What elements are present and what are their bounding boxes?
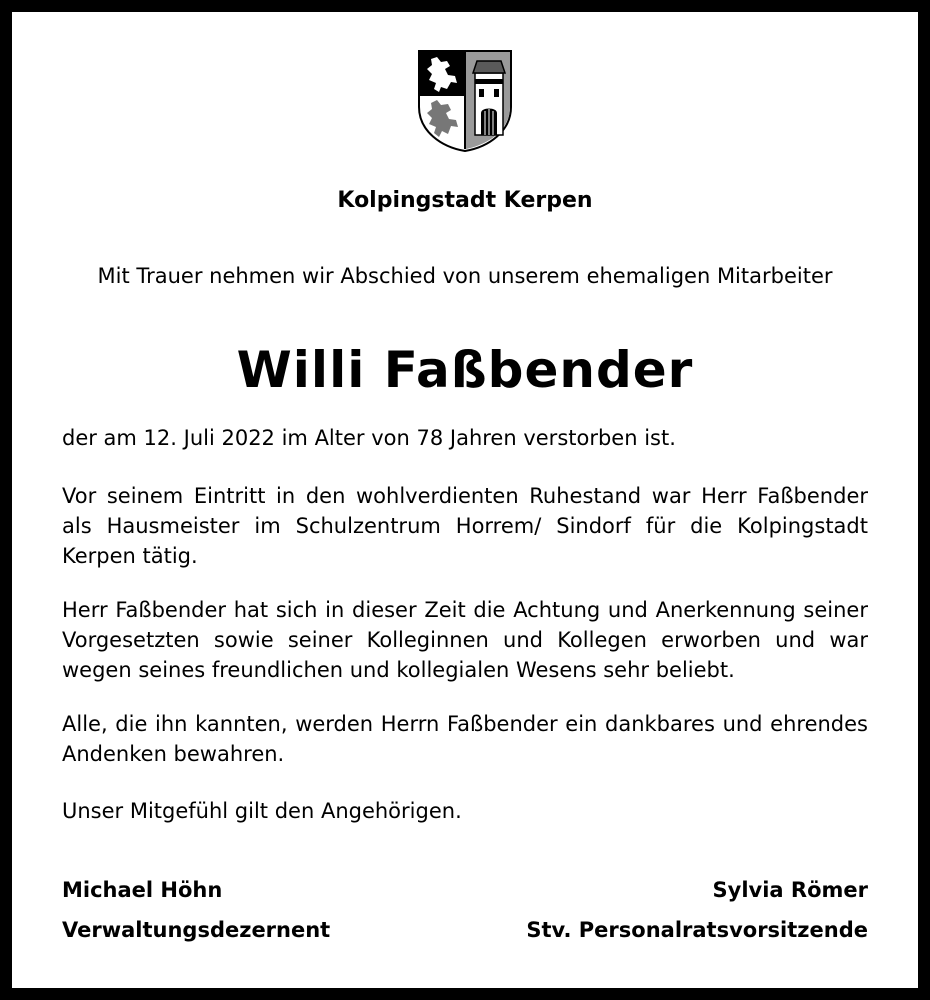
signatory-left-name: Michael Höhn xyxy=(62,878,223,902)
municipal-coat-of-arms-icon xyxy=(417,49,513,153)
memory-paragraph: Alle, die ihn kannten, werden Herrn Faßbender ein dankbares und ehrendes Andenken bewahren. xyxy=(62,712,868,766)
signatory-right-title: Stv. Personalratsvorsitzende xyxy=(526,918,868,942)
death-date-line: der am 12. Juli 2022 im Alter von 78 Jahren verstorben ist. xyxy=(62,426,676,450)
organization-title: Kolpingstadt Kerpen xyxy=(337,188,593,213)
signatory-right-name: Sylvia Römer xyxy=(712,878,868,902)
sympathy-paragraph: Unser Mitgefühl gilt den Angehörigen. xyxy=(62,799,462,823)
respect-paragraph: Herr Faßbender hat sich in dieser Zeit die Achtung und Anerkennung seiner Vorgesetzten sowie seiner Kolleginnen und Kollegen erworben und war wegen seines freundlichen und kollegialen Wesens sehr beliebt. xyxy=(62,598,868,682)
intro-line: Mit Trauer nehmen wir Abschied von unserem ehemaligen Mitarbeiter xyxy=(97,264,833,288)
deceased-name: Willi Faßbender xyxy=(236,341,694,399)
career-paragraph: Vor seinem Eintritt in den wohlverdienten Ruhestand war Herr Faßbender als Hausmeister im Schulzentrum Horrem/ Sindorf für die Kolpingstadt Kerpen tätig. xyxy=(62,484,868,568)
signatory-left-title: Verwaltungsdezernent xyxy=(62,918,331,942)
